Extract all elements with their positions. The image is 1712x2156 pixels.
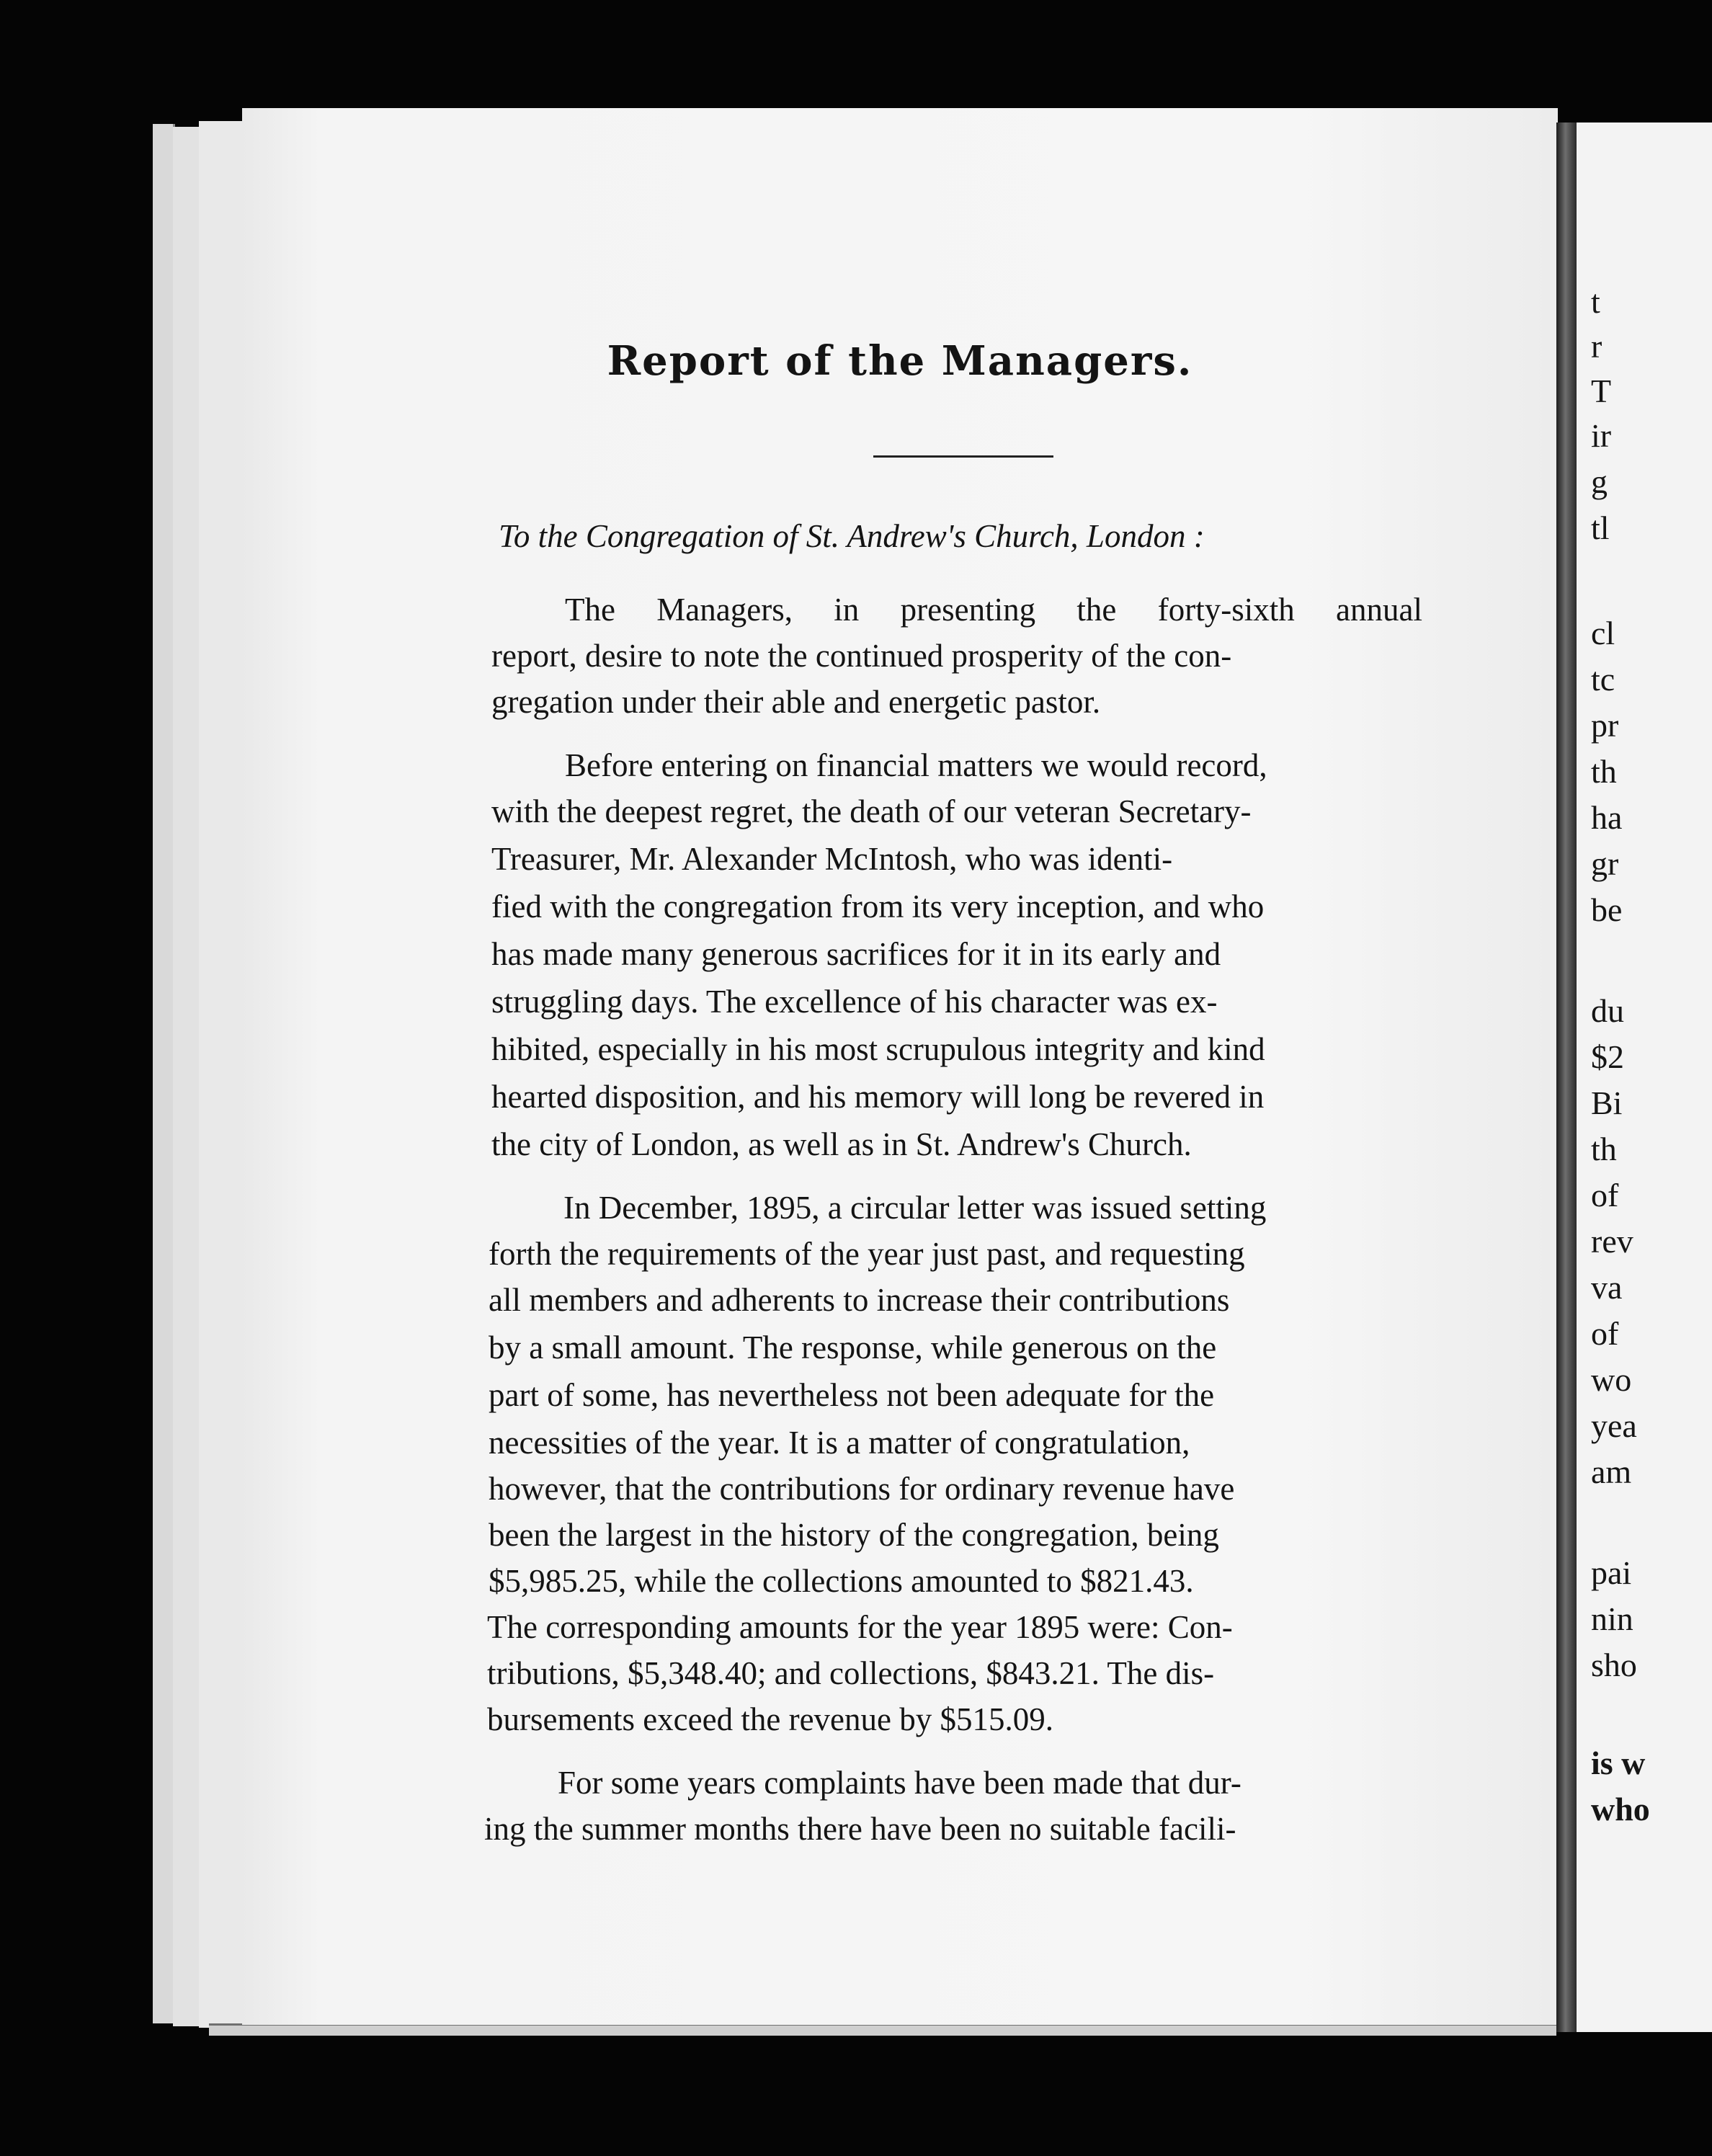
right-fragment: sho [1591, 1647, 1637, 1683]
text-line: fied with the congregation from its very inception, and who [491, 888, 1265, 925]
right-fragment: of [1591, 1177, 1619, 1213]
title-rule [873, 455, 1053, 458]
text-line: report, desire to note the continued prosperity of the con- [491, 638, 1232, 674]
text-line: Treasurer, Mr. Alexander McIntosh, who was identi- [491, 841, 1173, 877]
right-fragment: pai [1591, 1554, 1632, 1591]
text-line: the city of London, as well as in St. Andrew's Church. [491, 1126, 1192, 1162]
right-fragment: wo [1591, 1361, 1632, 1398]
text-line: with the deepest regret, the death of our veteran Secretary- [491, 793, 1252, 829]
text-line: $5,985.25, while the collections amounted to $821.43. [489, 1563, 1194, 1599]
right-fragment: va [1591, 1269, 1623, 1306]
salutation: To the Congregation of St. Andrew's Church, London : [499, 518, 1205, 554]
right-fragment: rev [1591, 1223, 1633, 1260]
right-fragment: th [1591, 1131, 1617, 1167]
right-fragment: cl [1591, 615, 1615, 651]
text-line: gregation under their able and energetic pastor. [491, 684, 1101, 720]
right-fragment: gr [1591, 845, 1619, 882]
page-edge [173, 127, 201, 2026]
right-fragment: T [1591, 373, 1612, 409]
text-line: hibited, especially in his most scrupulous integrity and kind [491, 1031, 1265, 1067]
text-line: all members and adherents to increase their contributions [489, 1282, 1230, 1318]
right-fragment: tl [1591, 509, 1610, 546]
right-fragment: du [1591, 992, 1624, 1029]
text-line: by a small amount. The response, while generous on the [489, 1329, 1217, 1366]
text-line: been the largest in the history of the congregation, being [489, 1517, 1219, 1553]
right-fragment: yea [1591, 1407, 1637, 1444]
right-fragment: r [1591, 328, 1602, 365]
right-fragment: $2 [1591, 1038, 1624, 1075]
page-edge [199, 121, 245, 2028]
right-fragment: be [1591, 891, 1623, 928]
text-line: has made many generous sacrifices for it in its early and [491, 936, 1221, 972]
text-line: The corresponding amounts for the year 1895 were: Con- [487, 1609, 1233, 1645]
text-line: For some years complaints have been made that dur- [558, 1765, 1241, 1801]
text-line: necessities of the year. It is a matter of congratulation, [489, 1425, 1190, 1461]
text-line: part of some, has nevertheless not been adequate for the [489, 1377, 1215, 1413]
page-bottom-edge [209, 2023, 1556, 2036]
text-line: struggling days. The excellence of his character was ex- [491, 984, 1218, 1020]
text-line: forth the requirements of the year just past, and requesting [489, 1236, 1245, 1272]
right-fragment: Bi [1591, 1084, 1623, 1121]
right-page [1577, 122, 1712, 2032]
text-line: The Managers, in presenting the forty-sixth annual [565, 592, 1422, 628]
text-line: hearted disposition, and his memory will long be revered in [491, 1079, 1265, 1115]
right-fragment: g [1591, 463, 1608, 500]
text-line: Before entering on financial matters we would record, [565, 747, 1267, 783]
right-fragment: th [1591, 753, 1617, 790]
text-line: ing the summer months there have been no suitable facili- [484, 1811, 1236, 1847]
right-fragment: who [1591, 1791, 1650, 1827]
text-line: bursements exceed the revenue by $515.09. [487, 1701, 1053, 1737]
right-fragment: ir [1591, 417, 1612, 454]
text-line: however, that the contributions for ordinary revenue have [489, 1471, 1235, 1507]
text-line: tributions, $5,348.40; and collections, $843.21. The dis- [487, 1655, 1215, 1691]
right-fragment: t [1591, 283, 1600, 320]
right-fragment: nin [1591, 1600, 1633, 1637]
right-fragment: ha [1591, 799, 1623, 836]
text-line: In December, 1895, a circular letter was issued setting [563, 1190, 1267, 1226]
page-edge [153, 124, 175, 2023]
book-gutter [1556, 122, 1577, 2032]
right-fragment: of [1591, 1315, 1619, 1352]
right-fragment: is w [1591, 1745, 1646, 1781]
right-fragment: pr [1591, 707, 1619, 744]
page-title: Report of the Managers. [607, 337, 1193, 385]
right-fragment: am [1591, 1453, 1632, 1490]
right-fragment: tc [1591, 661, 1615, 698]
